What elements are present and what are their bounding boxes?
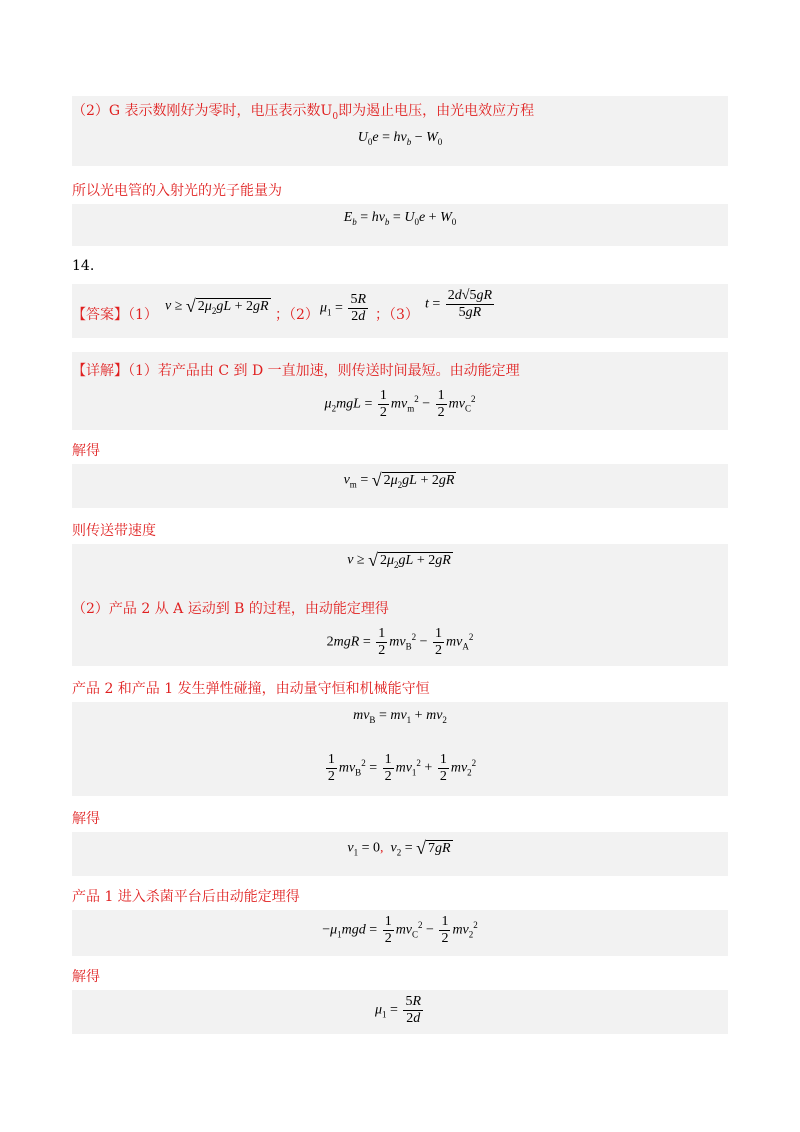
paragraph-text-tail: 即为遏止电压，由光电效应方程 bbox=[338, 103, 535, 119]
equation-kinetic-energy-1: $\mu_2mgL$ = $\frac{1}{2}$ $mv_m^2$ − $\frac{1}{2}$ $mv_C^2$ bbox=[324, 388, 476, 420]
equation-mu1: $\mu_1$ = $\frac{5R}{2d}$ bbox=[375, 994, 421, 1026]
equation-belt-speed: v ≥ √ $2\mu_2gL + 2gR$ bbox=[347, 550, 451, 570]
paragraph-text: （2）G 表示数刚好为零时，电压表示数U bbox=[72, 103, 333, 119]
equation-kinetic-energy-3: $-\mu_1mgd$ = $\frac{1}{2}$ $mv_C^2$ − $\frac{1}{2}$ $mv_2^2$ bbox=[322, 914, 478, 946]
paragraph-belt-speed: 则传送带速度 bbox=[72, 523, 156, 539]
paragraph-sterilize: 产品 1 进入杀菌平台后由动能定理得 bbox=[72, 889, 300, 905]
answer-formula-3: t = $\frac{2d√5gR}{5gR}$ bbox=[425, 288, 493, 320]
answer-formula-2: $\mu_1$ = $\frac{5R}{2d}$ bbox=[320, 292, 366, 324]
question-number: 14. bbox=[72, 258, 95, 274]
equation-velocities: $v_1 = 0$, $v_2$ = √ 7gR bbox=[347, 838, 451, 858]
equation-photoelectric: $U_0e = h\nu_b - W_0$ bbox=[357, 130, 443, 147]
answer-part-3: ；（3） bbox=[375, 307, 419, 323]
subscript: 0 bbox=[332, 111, 339, 122]
answer-line bbox=[72, 304, 158, 324]
equation-momentum: $mv_B = mv_1 + mv_2$ bbox=[353, 708, 447, 725]
equation-energy-conservation: $\frac{1}{2}$ $mv_B^2$ = $\frac{1}{2}$ $mv_1^2$ + $\frac{1}{2}$ $mv_2^2$ bbox=[327, 752, 477, 784]
detail-line bbox=[72, 360, 520, 380]
answer-part-1: （1） bbox=[128, 307, 158, 323]
comma: , bbox=[380, 840, 384, 856]
label-jiede-2: 解得 bbox=[72, 811, 100, 827]
label-jiede-3: 解得 bbox=[72, 969, 100, 985]
equation-kinetic-energy-2: 2mgR = $\frac{1}{2}$ $mv_B^2$ − $\frac{1}{2}$ $mv_A^2$ bbox=[326, 626, 474, 658]
detail-label: 【详解】 bbox=[72, 363, 128, 379]
answer-part-2: ；（2） bbox=[275, 307, 319, 323]
answer-formula-1: v ≥ √ $2\mu_2gL + 2gR$ bbox=[165, 296, 269, 316]
paragraph-photoelectric bbox=[72, 100, 534, 122]
label-jiede-1: 解得 bbox=[72, 443, 100, 459]
paragraph-product2: （2）产品 2 从 A 运动到 B 的过程，由动能定理得 bbox=[72, 601, 389, 617]
paragraph-photon-energy: 所以光电管的入射光的光子能量为 bbox=[72, 183, 282, 199]
detail-text: （1）若产品由 C 到 D 一直加速，则传送时间最短。由动能定理 bbox=[128, 363, 520, 379]
equation-vm: $v_m$ = √ $2\mu_2gL + 2gR$ bbox=[343, 470, 455, 490]
paragraph-collision: 产品 2 和产品 1 发生弹性碰撞，由动量守恒和机械能守恒 bbox=[72, 681, 430, 697]
equation-photon-energy: $E_b = h\nu_b = U_0e + W_0$ bbox=[343, 210, 457, 227]
answer-label: 【答案】 bbox=[72, 307, 128, 323]
